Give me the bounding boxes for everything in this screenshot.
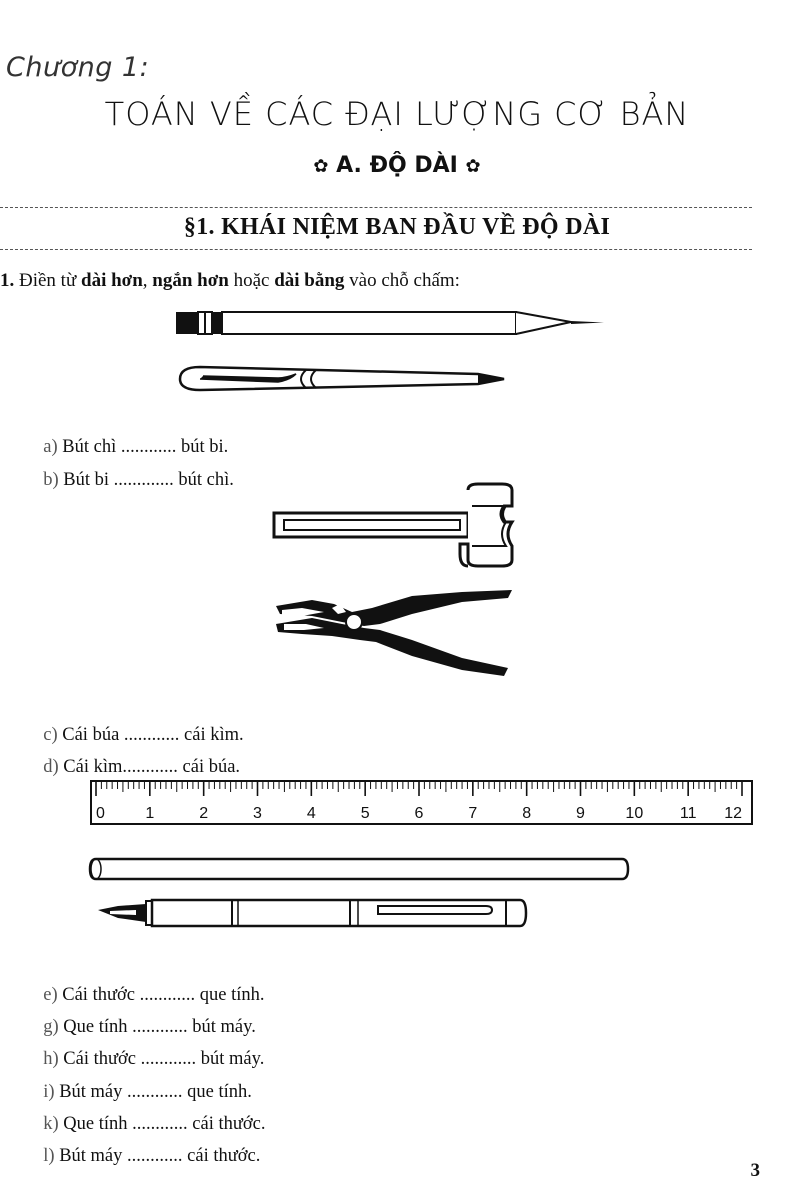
instruction-text: Điền từ (19, 270, 77, 291)
line-label: e) (43, 985, 58, 1005)
part-title-text: A. ĐỘ DÀI (336, 153, 458, 178)
option-shorter: ngắn hơn (152, 270, 229, 291)
fountain-pen-icon (96, 896, 528, 930)
part-title (0, 153, 794, 178)
pencil-icon (176, 308, 606, 338)
line-right: bút máy. (200, 1049, 265, 1069)
line-left: Cái kìm (63, 757, 123, 777)
pliers-icon (272, 584, 520, 679)
ruler-tick-label: 9 (576, 805, 585, 822)
chapter-title: TOÁN VỀ CÁC ĐẠI LƯỢNG CƠ BẢN (104, 95, 690, 133)
hammer-icon (272, 484, 517, 570)
fill-blank[interactable]: ............ (140, 1049, 197, 1069)
fill-blank[interactable]: ............ (139, 985, 196, 1005)
line-label: i) (43, 1082, 55, 1102)
fill-blank[interactable]: ............ (123, 725, 180, 745)
line-right: cái kìm. (184, 725, 244, 745)
ruler-tick-label: 12 (724, 805, 742, 822)
line-left: Bút máy (59, 1082, 123, 1102)
divider-bottom (0, 249, 752, 250)
ruler-tick-label: 2 (199, 805, 209, 822)
line-left: Que tính (63, 1114, 128, 1134)
ruler-tick-label: 3 (253, 805, 262, 822)
section-title: §1. KHÁI NIỆM BAN ĐẦU VỀ ĐỘ DÀI (183, 214, 611, 240)
chapter-label: Chương 1: (6, 52, 150, 83)
line-label: k) (43, 1114, 59, 1134)
line-left: Cái búa (62, 725, 120, 745)
counting-stick-icon (86, 857, 632, 881)
fill-blank[interactable]: ............ (122, 757, 178, 777)
instruction-text-end: vào chỗ chấm: (349, 270, 460, 291)
instruction-comma: , (142, 270, 148, 291)
line-left: Cái thước (63, 1049, 137, 1069)
line-label: l) (43, 1146, 55, 1166)
line-label: g) (43, 1017, 59, 1037)
instruction-or: hoặc (233, 270, 270, 291)
line-label: c) (43, 725, 58, 745)
fill-blank[interactable]: ............ (120, 437, 177, 457)
ballpoint-pen-icon (178, 364, 508, 394)
divider-top (0, 207, 752, 208)
line-left: Cái thước (62, 985, 135, 1005)
exercise-instruction (0, 270, 460, 292)
line-right: bút máy. (192, 1017, 256, 1037)
ruler-tick-label: 6 (414, 805, 424, 822)
answer-line-l (34, 1125, 260, 1167)
option-longer: dài hơn (81, 270, 143, 291)
line-right: que tính. (187, 1082, 252, 1102)
option-equal: dài bằng (274, 270, 345, 291)
line-left: Bút máy (59, 1146, 123, 1166)
ruler-tick-label: 11 (679, 805, 697, 822)
ruler-tick-label: 7 (468, 805, 478, 822)
fill-blank[interactable]: ............ (127, 1082, 183, 1102)
line-left: Bút bi (63, 470, 110, 490)
ruler-tick-label: 4 (306, 805, 316, 822)
flower-ornament-icon: ✿ (313, 156, 329, 177)
fill-blank[interactable]: ............ (132, 1017, 188, 1037)
answer-line-d (34, 736, 240, 778)
line-label: a) (43, 437, 58, 457)
line-right: bút chì. (178, 470, 234, 490)
line-right: que tính. (199, 985, 265, 1005)
answer-line-b (34, 449, 234, 491)
line-label: h) (43, 1049, 59, 1069)
line-right: bút bi. (180, 437, 229, 457)
ruler-tick-label: 8 (522, 805, 532, 822)
ruler-tick-label: 0 (96, 805, 105, 822)
fill-blank[interactable]: ............ (127, 1146, 183, 1166)
line-label: d) (43, 757, 59, 777)
fill-blank[interactable]: ............. (113, 470, 174, 490)
line-left: Bút chì (62, 437, 117, 457)
page-number: 3 (750, 1160, 760, 1181)
flower-ornament-icon: ✿ (465, 156, 481, 177)
ruler-tick-label: 5 (360, 805, 370, 822)
line-label: b) (43, 470, 59, 490)
fill-blank[interactable]: ............ (132, 1114, 188, 1134)
exercise-number: 1. (0, 270, 15, 291)
ruler-tick-label: 1 (145, 805, 155, 822)
line-right: cái thước. (192, 1114, 266, 1134)
ruler-tick-label: 10 (625, 805, 644, 822)
line-right: cái thước. (187, 1146, 261, 1166)
line-left: Que tính (63, 1017, 128, 1037)
ruler-icon (90, 780, 754, 826)
line-right: cái búa. (182, 757, 241, 777)
